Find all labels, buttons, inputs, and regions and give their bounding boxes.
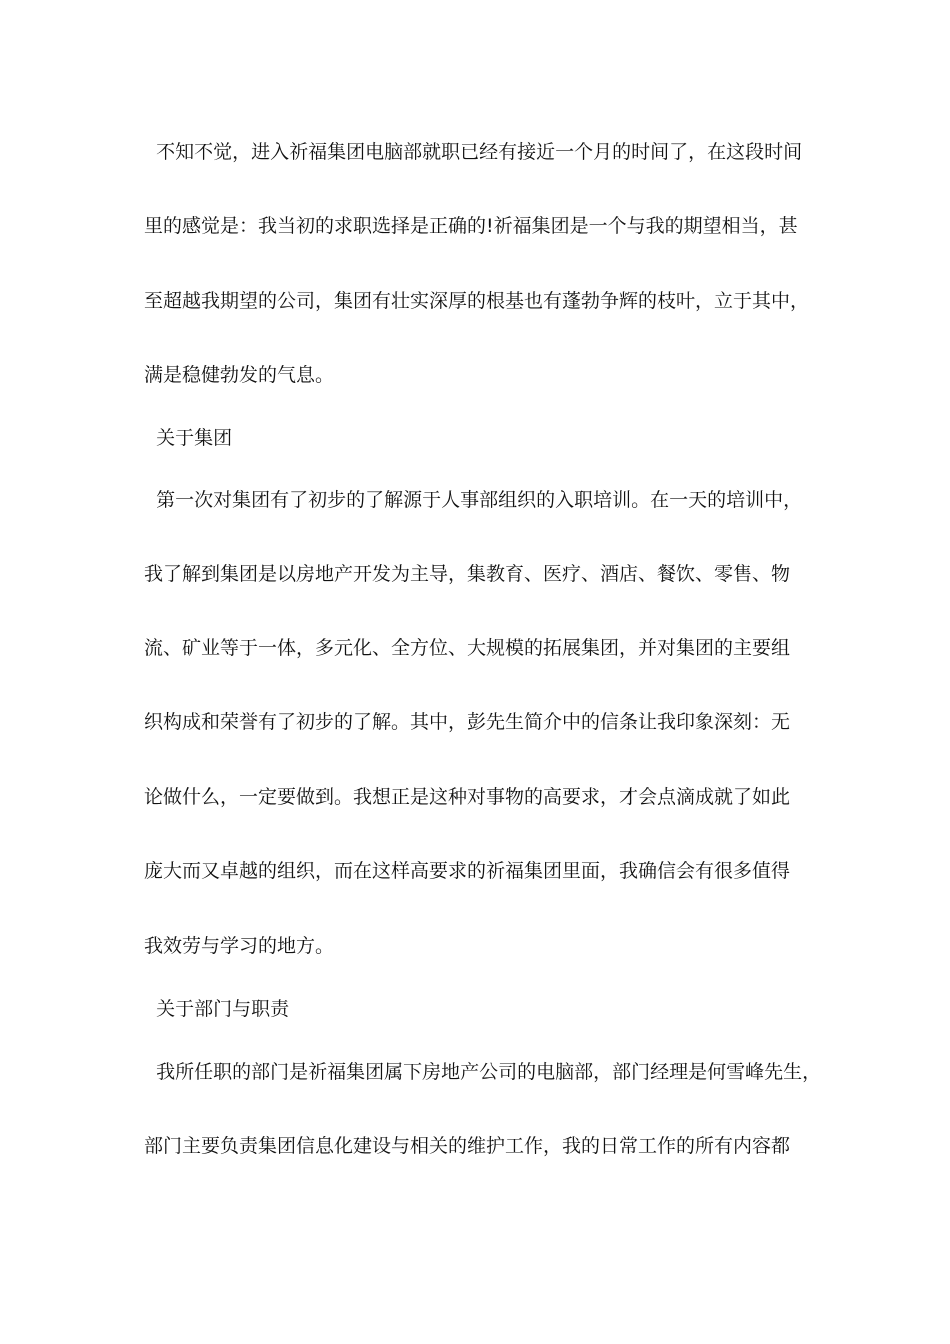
paragraph-1-line-3: 至超越我期望的公司，集团有壮实深厚的根基也有蓬勃争辉的枝叶，立于其中， bbox=[144, 290, 810, 312]
paragraph-1-line-2: 里的感觉是：我当初的求职选择是正确的!祈福集团是一个与我的期望相当，甚 bbox=[144, 215, 798, 237]
paragraph-2-line-3: 流、矿业等于一体，多元化、全方位、大规模的拓展集团，并对集团的主要组 bbox=[144, 637, 791, 659]
paragraph-2-line-1: 第一次对集团有了初步的了解源于人事部组织的入职培训。在一天的培训中， bbox=[144, 489, 803, 511]
paragraph-2-line-6: 庞大而又卓越的组织，而在这样高要求的祈福集团里面，我确信会有很多值得 bbox=[144, 860, 791, 882]
paragraph-3-line-1: 我所任职的部门是祈福集团属下房地产公司的电脑部，部门经理是何雪峰先生， bbox=[144, 1061, 822, 1083]
paragraph-1-line-4: 满是稳健勃发的气息。 bbox=[144, 364, 335, 386]
paragraph-2-line-2: 我了解到集团是以房地产开发为主导，集教育、医疗、酒店、餐饮、零售、物 bbox=[144, 563, 791, 585]
paragraph-1-line-1: 不知不觉，进入祈福集团电脑部就职已经有接近一个月的时间了，在这段时间 bbox=[144, 141, 803, 163]
paragraph-3-line-2: 部门主要负责集团信息化建设与相关的维护工作，我的日常工作的所有内容都 bbox=[144, 1135, 791, 1157]
paragraph-2-line-7: 我效劳与学习的地方。 bbox=[144, 935, 335, 957]
paragraph-2-line-5: 论做什么，一定要做到。我想正是这种对事物的高要求，才会点滴成就了如此 bbox=[144, 786, 791, 808]
section-heading-group: 关于集团 bbox=[144, 427, 233, 449]
section-heading-department: 关于部门与职责 bbox=[144, 998, 290, 1020]
paragraph-2-line-4: 织构成和荣誉有了初步的了解。其中，彭先生简介中的信条让我印象深刻：无 bbox=[144, 711, 791, 733]
